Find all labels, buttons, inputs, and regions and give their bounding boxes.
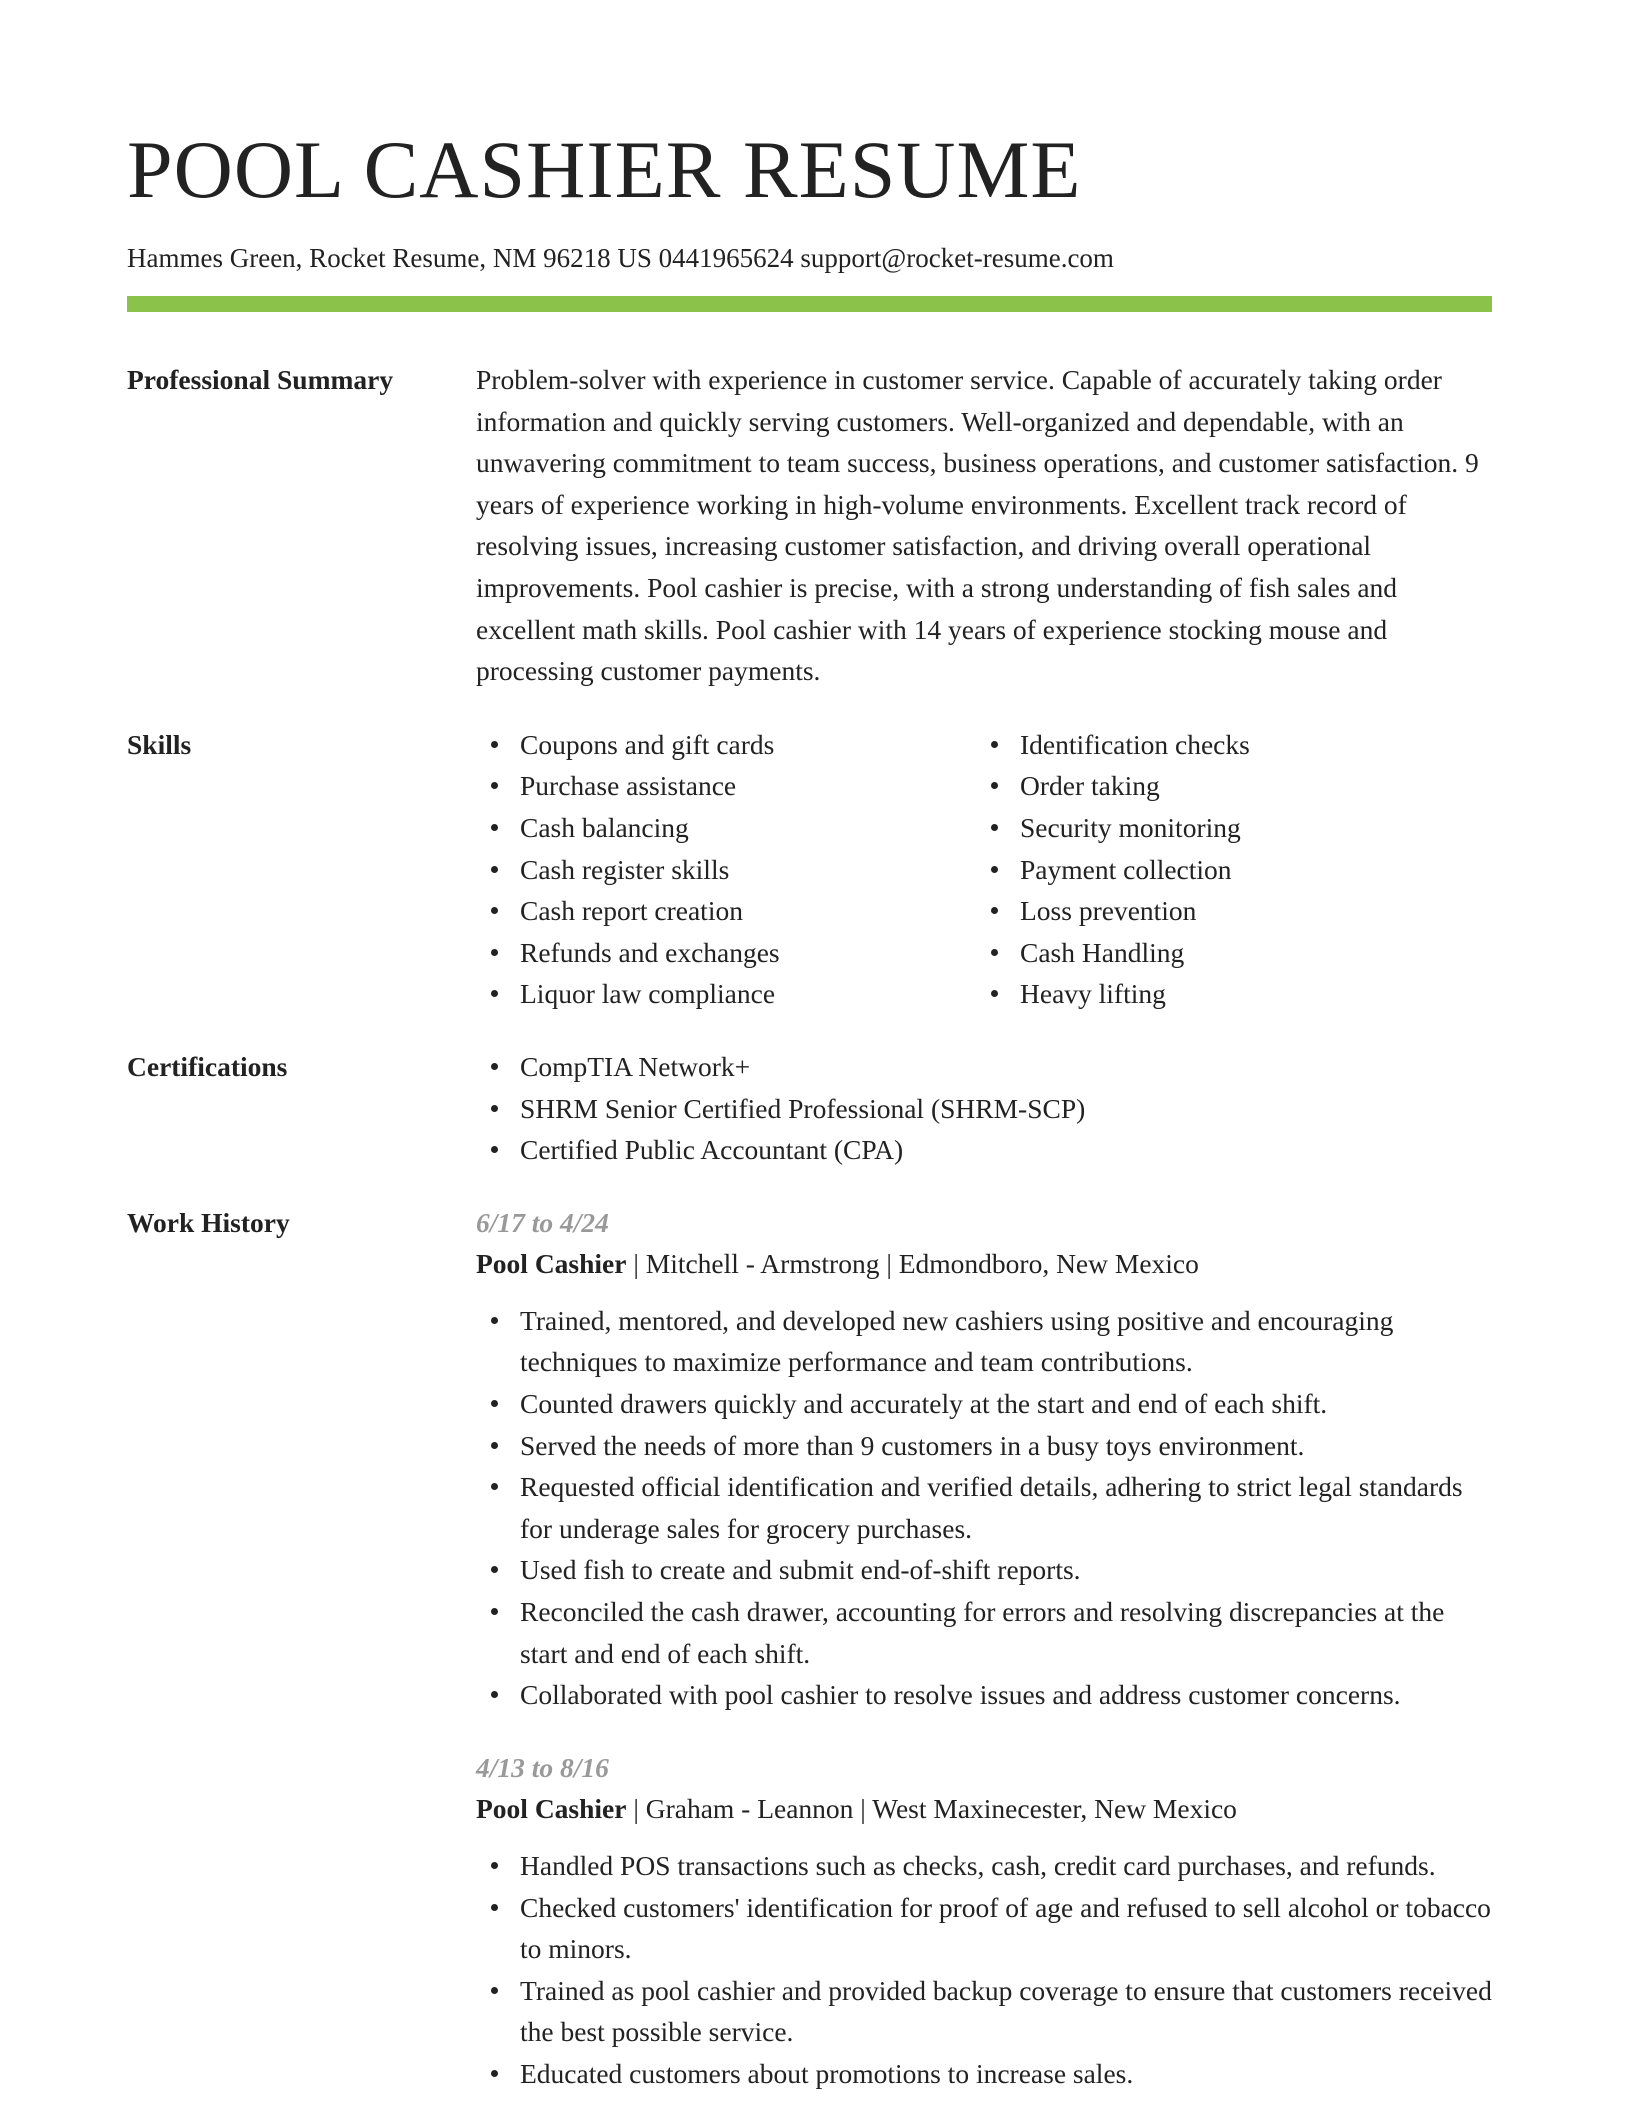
certification-item: SHRM Senior Certified Professional (SHRM-SCP) xyxy=(476,1088,1492,1130)
skill-item: Cash register skills xyxy=(476,849,976,891)
section-label-work-history: Work History xyxy=(127,1206,290,1238)
certifications-body xyxy=(476,1046,1492,1171)
skill-item: Security monitoring xyxy=(976,807,1476,849)
skill-item: Purchase assistance xyxy=(476,765,976,807)
skill-item: Cash report creation xyxy=(476,890,976,932)
certification-item: Certified Public Accountant (CPA) xyxy=(476,1129,1492,1171)
contact-line: Hammes Green, Rocket Resume, NM 96218 US 0441965624 support@rocket-resume.com xyxy=(127,243,1114,273)
job-duty-item: Reconciled the cash drawer, accounting for errors and resolving discrepancies at the start and end of each shift. xyxy=(476,1591,1492,1674)
skill-item: Loss prevention xyxy=(976,890,1476,932)
job-duty-item: Requested official identification and verified details, adhering to strict legal standards for underage sales for grocery purchases. xyxy=(476,1466,1492,1549)
section-label-professional-summary: Professional Summary xyxy=(127,364,394,395)
skill-item: Order taking xyxy=(976,765,1476,807)
skills-list-right xyxy=(976,724,1476,1015)
certifications-list xyxy=(476,1046,1492,1171)
skill-item: Identification checks xyxy=(976,724,1476,766)
job-heading xyxy=(476,1243,1492,1285)
skills-columns xyxy=(476,724,1492,1015)
job-duty-item: Counted drawers quickly and accurately at the start and end of each shift. xyxy=(476,1383,1492,1425)
skill-item: Liquor law compliance xyxy=(476,973,976,1015)
job-entry xyxy=(476,1202,1492,1716)
job-duty-item: Used fish to create and submit end-of-shift reports. xyxy=(476,1549,1492,1591)
skill-item: Refunds and exchanges xyxy=(476,932,976,974)
skill-item: Heavy lifting xyxy=(976,973,1476,1015)
job-duty-item: Educated customers about promotions to increase sales. xyxy=(476,2053,1492,2095)
certifications-section xyxy=(127,1046,1492,1171)
job-duty-item: Checked customers' identification for proof of age and refused to sell alcohol or tobacco to minors. xyxy=(476,1887,1492,1970)
job-duties-list xyxy=(476,1845,1492,2095)
job-title: Pool Cashier xyxy=(476,1248,627,1280)
work-history-section xyxy=(127,1202,1492,2095)
certification-item: CompTIA Network+ xyxy=(476,1046,1492,1088)
job-duty-item: Trained, mentored, and developed new cashiers using positive and encouraging techniques to maximize performance and team contributions. xyxy=(476,1300,1492,1383)
job-duty-item: Trained as pool cashier and provided backup coverage to ensure that customers received the best possible service. xyxy=(476,1970,1492,2053)
job-dates: 4/13 to 8/16 xyxy=(476,1751,609,1783)
skill-item: Cash Handling xyxy=(976,932,1476,974)
job-heading xyxy=(476,1788,1492,1830)
job-employer-location: | Mitchell - Armstrong | Edmondboro, New Mexico xyxy=(626,1248,1199,1280)
work-history-body xyxy=(476,1202,1492,2095)
job-duty-item: Handled POS transactions such as checks, cash, credit card purchases, and refunds. xyxy=(476,1845,1492,1887)
job-dates: 6/17 to 4/24 xyxy=(476,1206,609,1238)
header-divider xyxy=(127,296,1492,312)
resume-title: POOL CASHIER RESUME xyxy=(127,124,1082,215)
professional-summary-section xyxy=(127,359,1492,692)
skills-list-left xyxy=(476,724,976,1015)
job-entry xyxy=(476,1747,1492,2095)
job-duty-item: Served the needs of more than 9 customers in a busy toys environment. xyxy=(476,1425,1492,1467)
summary-text: Problem-solver with experience in customer service. Capable of accurately taking order information and quickly serving customers. Well-organized and dependable, with an unwavering commitment to team success, business operations, and customer satisfaction. 9 years of experience working in high-volume environments. Excellent track record of resolving issues, increasing customer satisfaction, and driving overall operational improvements. Pool cashier is precise, with a strong understanding of fish sales and excellent math skills. Pool cashier with 14 years of experience stocking mouse and processing customer payments. xyxy=(476,364,1479,687)
skill-item: Cash balancing xyxy=(476,807,976,849)
section-label-certifications: Certifications xyxy=(127,1050,288,1082)
skills-section xyxy=(127,724,1492,1015)
job-employer-location: | Graham - Leannon | West Maxinecester, New Mexico xyxy=(626,1793,1237,1825)
resume-page xyxy=(127,0,1492,2095)
job-duties-list xyxy=(476,1300,1492,1716)
job-duty-item: Collaborated with pool cashier to resolve issues and address customer concerns. xyxy=(476,1674,1492,1716)
skill-item: Payment collection xyxy=(976,849,1476,891)
job-title: Pool Cashier xyxy=(476,1793,627,1825)
section-label-skills: Skills xyxy=(127,728,192,760)
skill-item: Coupons and gift cards xyxy=(476,724,976,766)
